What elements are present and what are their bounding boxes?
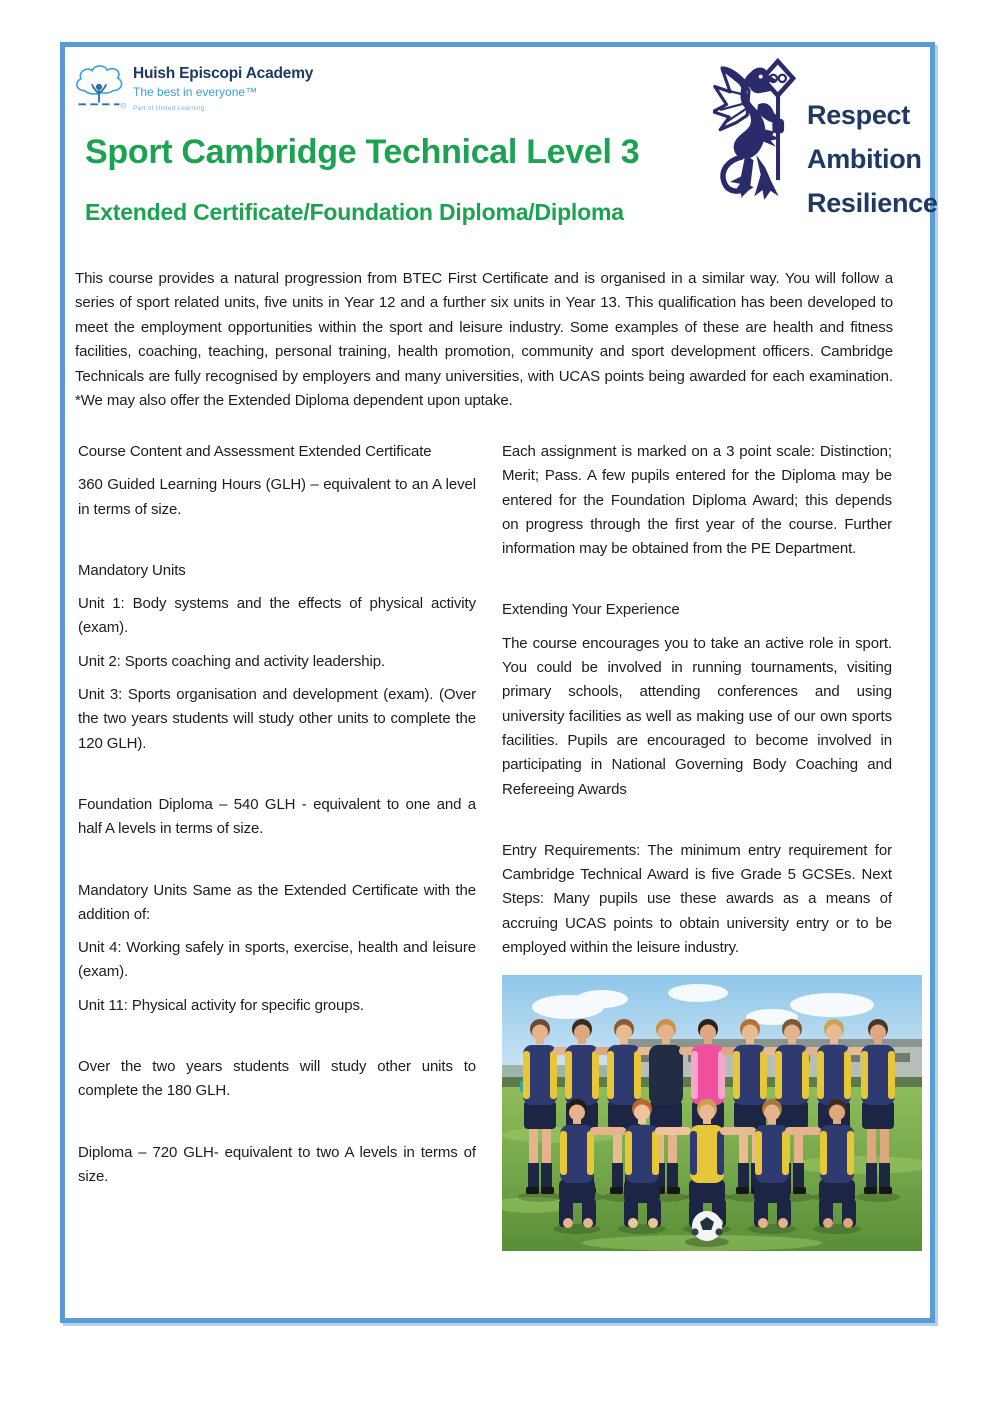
left-paragraph-unit11: Unit 11: Physical activity for specific groups.: [78, 996, 364, 1014]
value-ambition: Ambition: [807, 144, 922, 174]
left-paragraph-unit3: Unit 3: Sports organisation and development (exam). (Over the two years students will study other units to complete the 120 GLH).: [78, 686, 476, 752]
team-photo-image: [502, 975, 922, 1251]
left-paragraph-unit2: Unit 2: Sports coaching and activity leadership.: [78, 652, 386, 670]
course-leaflet-page: [60, 42, 938, 1323]
left-heading-course-content: Course Content and Assessment Extended Certificate: [78, 443, 432, 460]
school-tagline: The best in everyone™: [133, 85, 258, 99]
right-paragraph-assessment: Each assignment is marked on a 3 point scale: Distinction; Merit; Pass. A few pupils entered for the Diploma may be entered for the Foundation Diploma Award; this depends on progress through the first year of the course. Further information may be obtained from the PE Department.: [502, 443, 892, 558]
svg-text:R: R: [122, 104, 125, 109]
value-resilience: Resilience: [807, 188, 938, 218]
left-heading-mandatory-units: Mandatory Units: [78, 561, 186, 579]
team-photo: [502, 975, 922, 1251]
left-paragraph-diploma-720: Diploma – 720 GLH- equivalent to two A levels in terms of size.: [78, 1143, 476, 1185]
left-paragraph-foundation-diploma: Foundation Diploma – 540 GLH - equivalent to one and a half A levels in terms of size.: [78, 795, 476, 838]
right-heading-extending-experience: Extending Your Experience: [502, 601, 680, 619]
school-logo: [71, 59, 313, 121]
page-title: Sport Cambridge Technical Level 3: [85, 133, 640, 171]
left-column: [78, 440, 476, 1198]
values-badge: [807, 93, 938, 225]
left-paragraph: 360 Guided Learning Hours (GLH) – equivalent to an A level in terms of size.: [78, 476, 476, 518]
left-paragraph-unit1: Unit 1: Body systems and the effects of physical activity (exam).: [78, 595, 476, 637]
value-respect: Respect: [807, 100, 910, 130]
right-column: [502, 440, 892, 1251]
left-paragraph-unit4: Unit 4: Working safely in sports, exercise, health and leisure (exam).: [78, 939, 476, 981]
page-subtitle: Extended Certificate/Foundation Diploma/Diploma: [85, 199, 624, 225]
dragon-crest-icon: [713, 57, 803, 233]
right-paragraph-entry-requirements: Entry Requirements: The minimum entry requirement for Cambridge Technical Award is five Grade 5 GCSEs. Next Steps: Many pupils use these awards as a means of accruing UCAS points to obtain university entry or to be employed within the leisure industry.: [502, 841, 892, 957]
intro-paragraph: This course provides a natural progression from BTEC First Certificate and is organised in a similar way. You will follow a series of sport related units, five units in Year 12 and a further six units in Year 13. This qualification has been developed to meet the employment opportunities within the sport and leisure industry. Some examples of these are health and fitness facilities, coaching, teaching, personal training, health promotion, community and sport development officers. Cambridge Technicals are fully recognised by employers and many universities, with UCAS points being awarded for each examination. *We may also offer the Extended Diploma dependent upon uptake.: [75, 270, 893, 410]
school-subtext: Part of United Learning: [133, 105, 205, 112]
left-paragraph-180glh: Over the two years students will study other units to complete the 180 GLH.: [78, 1058, 476, 1100]
left-heading-mandatory-units-same: Mandatory Units Same as the Extended Certificate with the addition of:: [78, 881, 476, 923]
right-paragraph-extending: The course encourages you to take an active role in sport. You could be involved in running tournaments, visiting primary schools, attending conferences and using university facilities as well as making use of our own sports facilities. Pupils are encouraged to become involved in participating in National Governing Body Coaching and Refereeing Awards: [502, 634, 892, 798]
school-name: Huish Episcopi Academy: [133, 65, 314, 82]
tree-logo-icon: [71, 59, 127, 121]
